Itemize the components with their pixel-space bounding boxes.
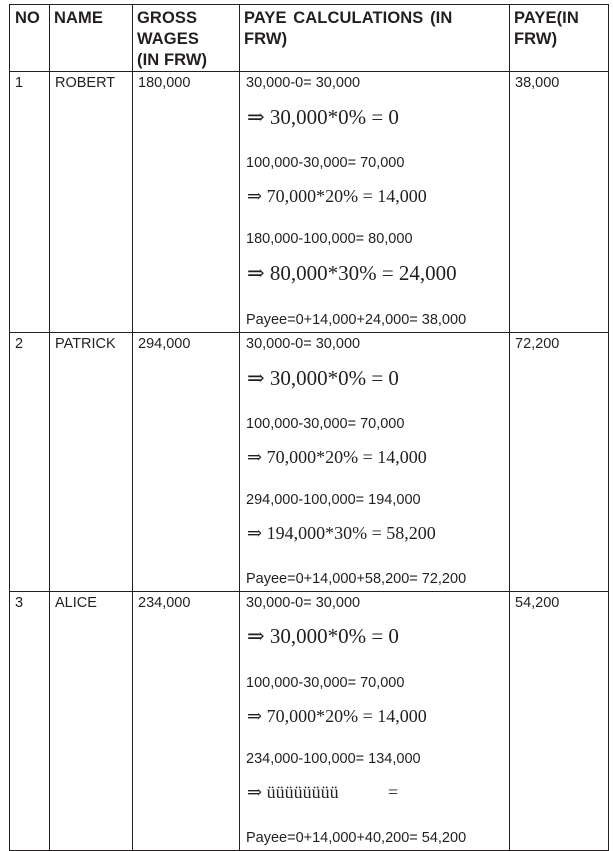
cell-paye: 72,200	[510, 333, 609, 592]
header-paye	[510, 5, 609, 72]
calc-formula: ⇒ 30,000*0% = 0	[247, 105, 399, 129]
calc-line: 30,000-0= 30,000	[246, 336, 361, 352]
cell-no: 3	[10, 592, 50, 851]
cell-name: ROBERT	[50, 72, 133, 333]
header-calc-line: FRW)	[244, 30, 288, 48]
calc-line: 30,000-0= 30,000	[246, 75, 361, 91]
header-no: NO	[10, 5, 50, 72]
cell-no: 1	[10, 72, 50, 333]
cell-calculation	[240, 72, 510, 333]
calc-total: Payee=0+14,000+58,200= 72,200	[246, 571, 467, 587]
cell-calculation	[240, 592, 510, 851]
cell-gross: 180,000	[133, 72, 240, 333]
calc-line: 294,000-100,000= 194,000	[246, 492, 421, 508]
calc-formula: ⇒ 80,000*30% = 24,000	[247, 261, 457, 285]
cell-paye: 38,000	[510, 72, 609, 333]
header-row	[10, 5, 609, 72]
table-row	[10, 333, 609, 592]
cell-no: 2	[10, 333, 50, 592]
calc-total: Payee=0+14,000+24,000= 38,000	[246, 312, 467, 328]
calc-formula-garbled: ⇒ üüüüüüüü	[247, 782, 339, 802]
calc-line: 100,000-30,000= 70,000	[246, 155, 405, 171]
calc-formula: ⇒ 30,000*0% = 0	[247, 624, 399, 648]
cell-name: PATRICK	[50, 333, 133, 592]
calc-equals-sign: =	[388, 782, 399, 802]
table-row	[10, 72, 609, 333]
calc-total: Payee=0+14,000+40,200= 54,200	[246, 830, 467, 846]
calc-formula: ⇒ 30,000*0% = 0	[247, 366, 399, 390]
calc-formula: ⇒ 70,000*20% = 14,000	[247, 186, 427, 206]
table-row	[10, 592, 609, 851]
header-paye-line: PAYE(IN	[514, 9, 579, 27]
cell-name: ALICE	[50, 592, 133, 851]
header-gross-line: WAGES	[137, 30, 199, 48]
header-gross-line: GROSS	[137, 9, 198, 27]
header-name: NAME	[50, 5, 133, 72]
cell-gross: 234,000	[133, 592, 240, 851]
paye-table	[9, 4, 609, 851]
header-calc-line: PAYE CALCULATIONS (IN	[244, 9, 453, 27]
calc-line: 234,000-100,000= 134,000	[246, 751, 421, 767]
calc-line: 30,000-0= 30,000	[246, 595, 361, 611]
calc-formula: ⇒ 70,000*20% = 14,000	[247, 706, 427, 726]
header-gross-wages	[133, 5, 240, 72]
header-paye-line: FRW)	[514, 30, 558, 48]
cell-calculation	[240, 333, 510, 592]
cell-paye: 54,200	[510, 592, 609, 851]
calc-line: 100,000-30,000= 70,000	[246, 416, 405, 432]
calc-formula: ⇒ 70,000*20% = 14,000	[247, 447, 427, 467]
header-gross-line: (IN FRW)	[137, 51, 208, 69]
cell-gross: 294,000	[133, 333, 240, 592]
calc-line: 100,000-30,000= 70,000	[246, 675, 405, 691]
calc-formula: ⇒ 194,000*30% = 58,200	[247, 523, 436, 543]
header-paye-calculations	[240, 5, 510, 72]
calc-line: 180,000-100,000= 80,000	[246, 231, 413, 247]
